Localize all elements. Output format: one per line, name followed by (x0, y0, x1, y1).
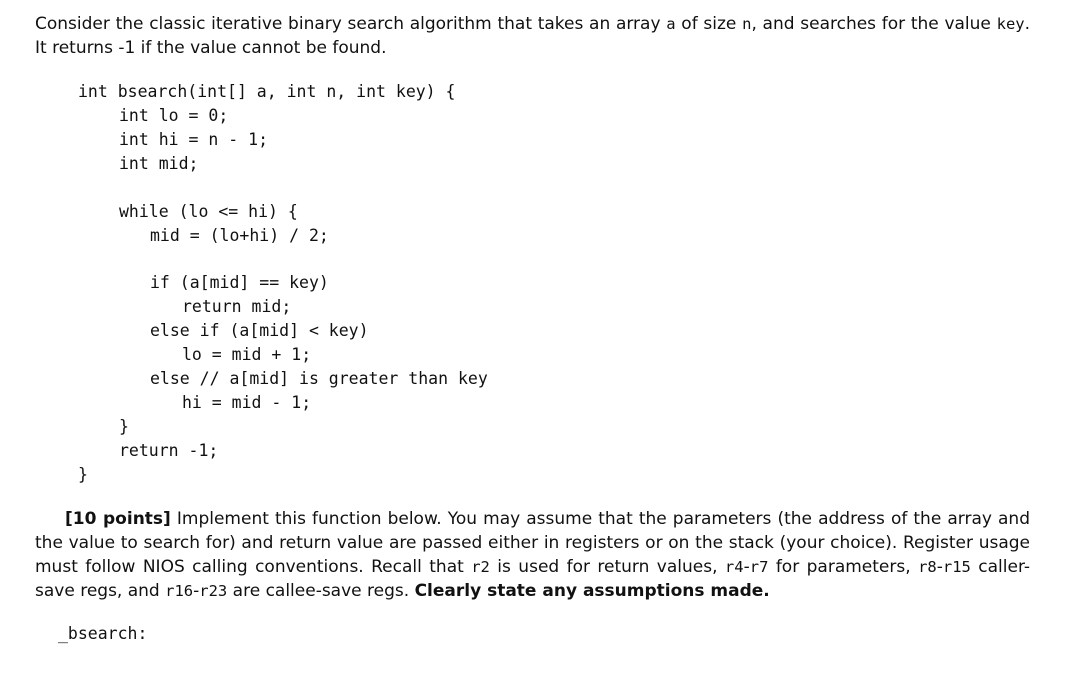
register-r23: r23 (199, 582, 228, 600)
register-r8: r8 (918, 558, 937, 576)
register-r15: r15 (942, 558, 971, 576)
register-r16: r16 (165, 582, 194, 600)
code-line: else if (a[mid] < key) (150, 321, 369, 340)
code-line: return mid; (182, 297, 292, 316)
code-line: int hi = n - 1; (119, 130, 269, 149)
register-r4: r4 (724, 558, 744, 576)
question-text-7: - (193, 581, 200, 601)
intro-text-1: Consider the classic iterative binary search algorithm that takes an array (35, 14, 667, 34)
question-text-2: is used for return values, (489, 557, 725, 577)
code-line: while (lo <= hi) { (119, 202, 298, 221)
question-text-5: - (936, 557, 943, 577)
intro-text-2: of size (675, 14, 743, 34)
question-prompt (35, 507, 1030, 603)
intro-text-3: , and searches for the value (751, 14, 997, 34)
code-line: } (119, 417, 129, 436)
code-line: mid = (lo+hi) / 2; (150, 226, 329, 245)
question-text-3: - (743, 557, 750, 577)
points-label: [10 points] (65, 509, 171, 529)
assumptions-emphasis: Clearly state any assumptions made. (414, 581, 770, 601)
code-line: else // a[mid] is greater than key (150, 369, 488, 388)
question-text-6: caller-save regs, and (35, 557, 1030, 601)
code-line: int lo = 0; (119, 106, 229, 125)
question-text-1: Implement this function below. You may assume that the parameters (the address of the array and the value to search for) and return value are passed either in registers or on the stack (your choice). Register usage must follow NIOS calling conventions. Recall that (35, 509, 1030, 577)
code-line: } (78, 465, 88, 484)
answer-label: _bsearch: (58, 624, 148, 643)
code-line: return -1; (119, 441, 219, 460)
question-text-8: are callee-save regs. (227, 581, 415, 601)
code-line: int mid; (119, 154, 199, 173)
register-r7: r7 (749, 558, 769, 576)
question-text-4: for parameters, (768, 557, 919, 577)
intro-code-key: key (996, 15, 1025, 33)
intro-code-n: n (742, 15, 752, 33)
intro-text-4: . It returns -1 if the value cannot be found. (35, 14, 1031, 58)
intro-code-a: a (666, 15, 676, 33)
code-line: lo = mid + 1; (182, 345, 312, 364)
register-r2: r2 (471, 558, 490, 576)
code-line: if (a[mid] == key) (150, 273, 329, 292)
code-line: hi = mid - 1; (182, 393, 312, 412)
problem-intro (35, 12, 1030, 60)
code-line: int bsearch(int[] a, int n, int key) { (78, 82, 456, 101)
